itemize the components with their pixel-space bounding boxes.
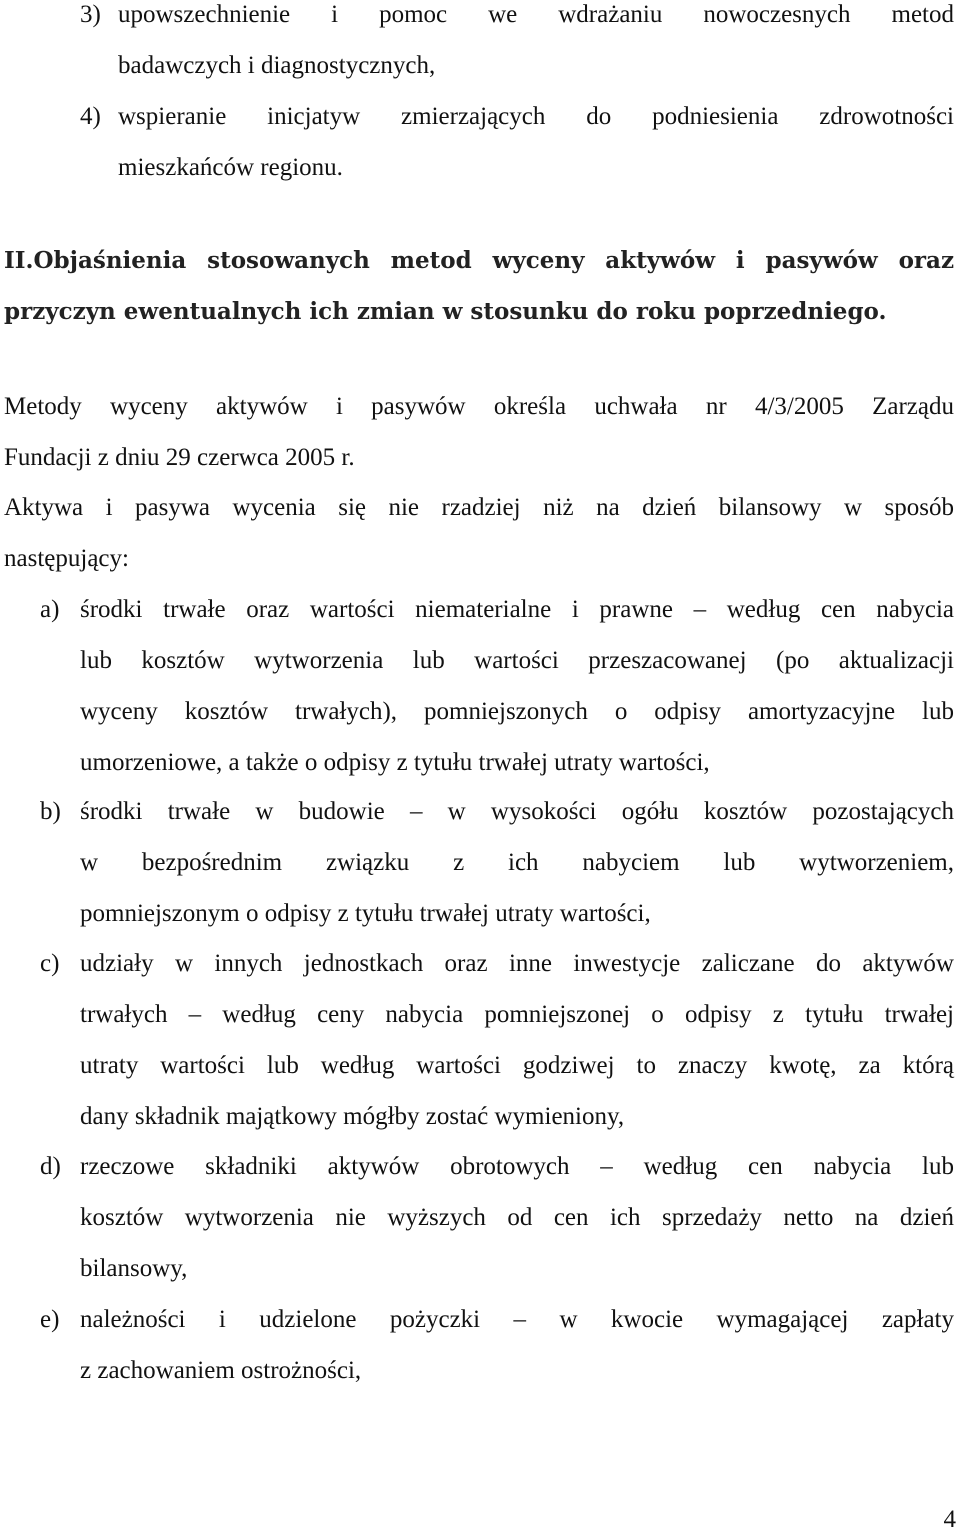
text-line: w bezpośrednim związku z ich nabyciem lub wytworzeniem, [80, 849, 954, 876]
list-marker: 3) [80, 1, 101, 28]
list-marker: c) [40, 950, 60, 977]
text-line: mieszkańców regionu. [118, 154, 343, 181]
text-line: trwałych – według ceny nabycia pomniejszonej o odpisy z tytułu trwałej [80, 1001, 954, 1028]
text-line: środki trwałe w budowie – w wysokości ogółu kosztów pozostających [80, 798, 954, 825]
text-line: bilansowy, [80, 1255, 188, 1282]
list-marker: b) [40, 798, 61, 825]
list-item-text [80, 1141, 954, 1294]
text-line: z zachowaniem ostrożności, [80, 1357, 362, 1384]
section-heading [4, 235, 954, 337]
text-line: lub kosztów wytworzenia lub wartości przeszacowanej (po aktualizacji [80, 647, 954, 674]
text-line: rzeczowe składniki aktywów obrotowych – według cen nabycia lub [80, 1153, 954, 1180]
text-line: umorzeniowe, a także o odpisy z tytułu trwałej utraty wartości, [80, 749, 710, 776]
list-item-text [80, 938, 954, 1142]
list-item-text [118, 0, 954, 91]
page-number: 4 [943, 1506, 956, 1533]
list-marker: a) [40, 596, 60, 623]
text-line: Metody wyceny aktywów i pasywów określa uchwała nr 4/3/2005 Zarządu [4, 393, 954, 420]
text-line: wspieranie inicjatyw zmierzających do podniesienia zdrowotności [118, 103, 954, 130]
list-marker: d) [40, 1153, 61, 1180]
text-line: wyceny kosztów trwałych), pomniejszonych o odpisy amortyzacyjne lub [80, 698, 954, 725]
text-line: następujący: [4, 545, 129, 572]
text-line: badawczych i diagnostycznych, [118, 52, 436, 79]
list-item-text [80, 786, 954, 939]
list-item-text [118, 91, 954, 193]
text-line: środki trwałe oraz wartości niematerialne i prawne – według cen nabycia [80, 596, 954, 623]
text-line: utraty wartości lub według wartości godziwej to znaczy kwotę, za którą [80, 1052, 954, 1079]
list-item-text [80, 1294, 954, 1396]
list-marker: e) [40, 1306, 60, 1333]
list-item-text [80, 584, 954, 788]
text-line: Fundacji z dniu 29 czerwca 2005 r. [4, 444, 355, 471]
text-line: dany składnik majątkowy mógłby zostać wymieniony, [80, 1103, 625, 1130]
heading-line: przyczyn ewentualnych ich zmian w stosunku do roku poprzedniego. [4, 298, 887, 325]
heading-line: II.Objaśnienia stosowanych metod wyceny aktywów i pasywów oraz [4, 247, 954, 274]
text-line: upowszechnienie i pomoc we wdrażaniu nowoczesnych metod [118, 1, 954, 28]
paragraph-valuation-methods [4, 381, 954, 483]
text-line: Aktywa i pasywa wycenia się nie rzadziej niż na dzień bilansowy w sposób [4, 494, 954, 521]
text-line: udziały w innych jednostkach oraz inne inwestycje zaliczane do aktywów [80, 950, 954, 977]
paragraph-valuation-intro [4, 482, 954, 584]
text-line: pomniejszonym o odpisy z tytułu trwałej utraty wartości, [80, 900, 651, 927]
text-line: kosztów wytworzenia nie wyższych od cen ich sprzedaży netto na dzień [80, 1204, 954, 1231]
text-line: należności i udzielone pożyczki – w kwocie wymagającej zapłaty [80, 1306, 954, 1333]
list-marker: 4) [80, 103, 101, 130]
